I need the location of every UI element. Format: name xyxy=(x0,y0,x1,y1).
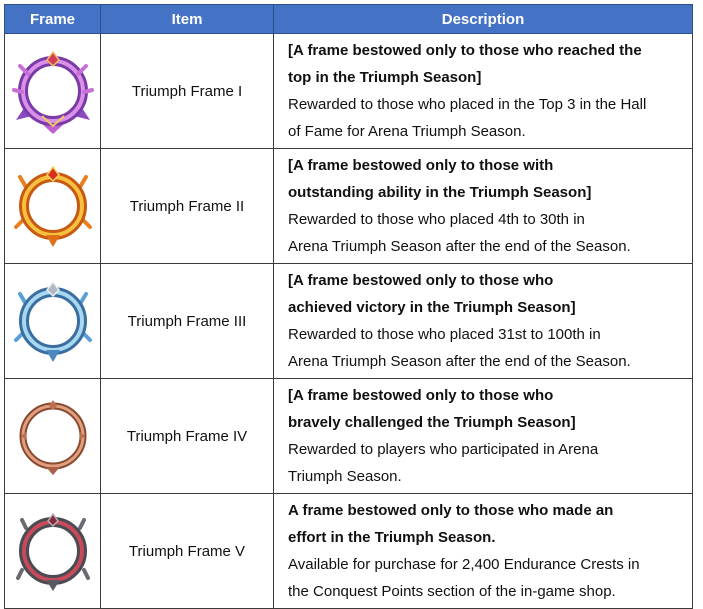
header-description: Description xyxy=(274,5,693,34)
description-title-line: effort in the Triumph Season. xyxy=(288,529,496,546)
description-cell xyxy=(274,34,693,149)
header-frame: Frame xyxy=(5,5,101,34)
item-name: Triumph Frame V xyxy=(101,494,274,609)
description-title-line: [A frame bestowed only to those who xyxy=(288,387,554,404)
description-text-line: Rewarded to those who placed 4th to 30th in xyxy=(288,211,585,228)
description-text-line: Available for purchase for 2,400 Endurance Crests in xyxy=(288,556,640,573)
item-name: Triumph Frame I xyxy=(101,34,274,149)
description-title-line: outstanding ability in the Triumph Season] xyxy=(288,184,592,201)
description-title-line: achieved victory in the Triumph Season] xyxy=(288,299,576,316)
frame-cell xyxy=(5,264,101,379)
description-text-line: the Conquest Points section of the in-game shop. xyxy=(288,583,616,600)
description-cell xyxy=(274,379,693,494)
description-title-line: bravely challenged the Triumph Season] xyxy=(288,414,576,431)
frame-cell xyxy=(5,494,101,609)
frames-table xyxy=(4,4,693,609)
header-row xyxy=(5,5,693,34)
item-name: Triumph Frame III xyxy=(101,264,274,379)
description-cell xyxy=(274,149,693,264)
triumph-frame-i-icon xyxy=(12,46,94,136)
description-title-line: [A frame bestowed only to those who reached the xyxy=(288,42,642,59)
description-text-line: Arena Triumph Season after the end of the Season. xyxy=(288,353,631,370)
item-name: Triumph Frame IV xyxy=(101,379,274,494)
table-row xyxy=(5,149,693,264)
item-name: Triumph Frame II xyxy=(101,149,274,264)
frame-cell xyxy=(5,149,101,264)
description-cell xyxy=(274,264,693,379)
frame-cell xyxy=(5,34,101,149)
table-row xyxy=(5,264,693,379)
triumph-frame-iv-icon xyxy=(12,391,94,481)
description-cell xyxy=(274,494,693,609)
table-row xyxy=(5,379,693,494)
header-item: Item xyxy=(101,5,274,34)
table-row xyxy=(5,34,693,149)
triumph-frame-iii-icon xyxy=(12,276,94,366)
description-title-line: A frame bestowed only to those who made an xyxy=(288,502,614,519)
triumph-frame-ii-icon xyxy=(12,161,94,251)
description-title-line: [A frame bestowed only to those who xyxy=(288,272,554,289)
description-text-line: Arena Triumph Season after the end of the Season. xyxy=(288,238,631,255)
description-text-line: of Fame for Arena Triumph Season. xyxy=(288,123,526,140)
frame-cell xyxy=(5,379,101,494)
description-title-line: [A frame bestowed only to those with xyxy=(288,157,554,174)
description-text-line: Rewarded to those who placed in the Top 3 in the Hall xyxy=(288,96,647,113)
triumph-frame-v-icon xyxy=(12,506,94,596)
description-text-line: Rewarded to players who participated in Arena xyxy=(288,441,599,458)
description-text-line: Triumph Season. xyxy=(288,468,402,485)
table-row xyxy=(5,494,693,609)
description-title-line: top in the Triumph Season] xyxy=(288,69,482,86)
description-text-line: Rewarded to those who placed 31st to 100th in xyxy=(288,326,601,343)
